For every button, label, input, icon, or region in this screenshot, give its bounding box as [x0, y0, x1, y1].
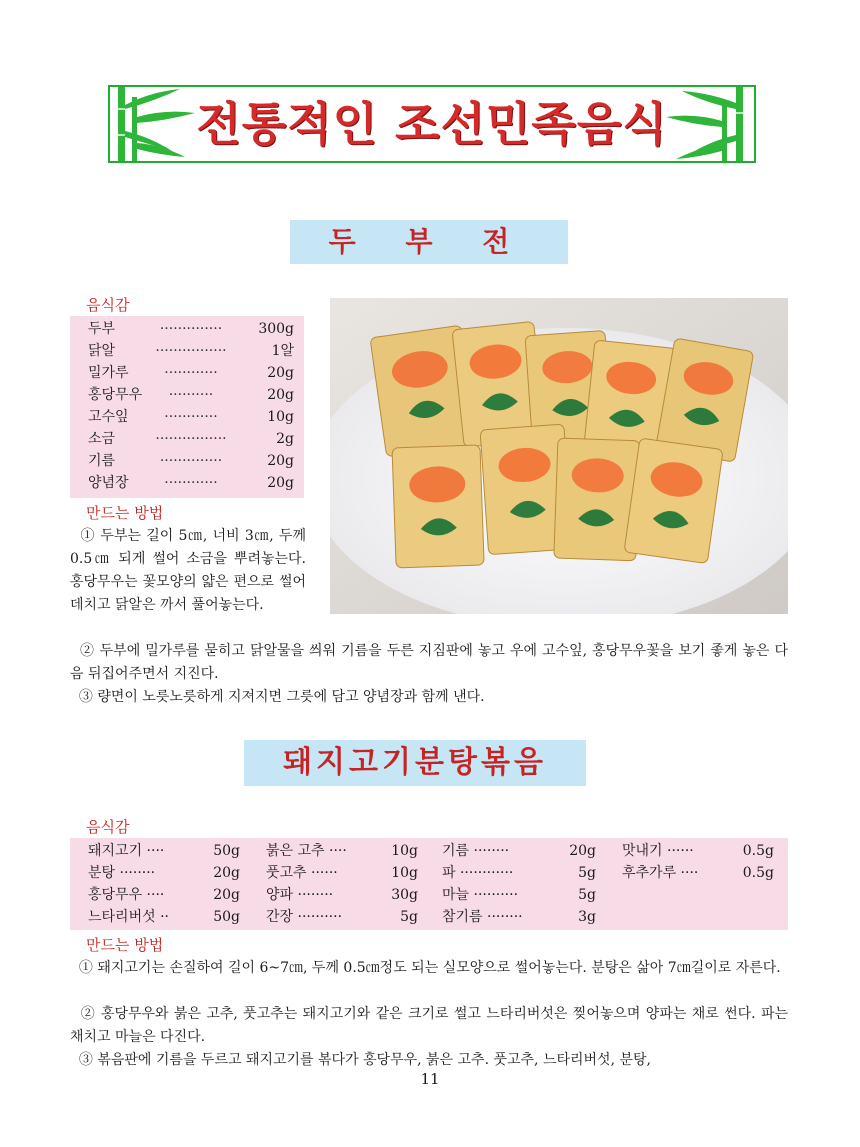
title-banner [108, 85, 756, 163]
ingredient-row: ·············· 두부 300g [88, 321, 294, 337]
dish2-ingredients-label: 음식감 [86, 818, 130, 836]
ingredient-cell: 붉은 고추 ···· 10g [266, 843, 418, 859]
dish2-step-2: ② 홍당무우와 붉은 고추, 풋고추는 돼지고기와 같은 크기로 썰고 느타리버섯은 찢어놓으며 양파는 채로 썬다. 파는 채치고 마늘은 다진다. [70, 1006, 788, 1045]
food-photo [330, 298, 788, 614]
ingredient-cell: 맛내기 ······ 0.5g [622, 843, 774, 859]
dish1-ingredients-label: 음식감 [86, 296, 130, 314]
ingredient-cell: 참기름 ········ 3g [442, 909, 596, 925]
dish2-title: 돼지고기분탕볶음 [244, 740, 586, 786]
dish2-ingredients-table [70, 838, 788, 930]
ingredient-row: ·········· 홍당무우 20g [88, 387, 294, 403]
dish1-step-1: ① 두부는 길이 5㎝, 너비 3㎝, 두께 0.5㎝ 되게 썰어 소금을 뿌려놓는다. 홍당무우는 꽃모양의 얇은 편으로 썰어 데치고 닭알은 까서 풀어놓는다. [70, 528, 306, 613]
ingredient-cell: 간장 ·········· 5g [266, 909, 418, 925]
ingredient-cell: 후추가루 ···· 0.5g [622, 865, 774, 881]
ingredient-row: ············ 밀가루 20g [88, 365, 294, 381]
ingredient-row: ·············· 기름 20g [88, 453, 294, 469]
dish1-step-2: ② 두부에 밀가루를 묻히고 닭알물을 씌워 기름을 두른 지짐판에 놓고 우에 고수잎, 홍당무우꽃을 보기 좋게 놓은 다음 뒤집어주면서 지진다. [70, 643, 788, 682]
dish1-step-3: ③ 량면이 노릇노릇하게 지져지면 그릇에 담고 양념장과 함께 낸다. [78, 689, 485, 705]
ingredient-row: ················ 소금 2g [88, 431, 294, 447]
ingredient-cell: 풋고추 ······ 10g [266, 865, 418, 881]
page-number: 11 [420, 1070, 440, 1088]
dish2-step-1: ① 돼지고기는 손질하여 길이 6~7㎝, 두께 0.5㎝정도 되는 실모양으로 썰어놓는다. 분탕은 삶아 7㎝길이로 자른다. [78, 960, 781, 976]
ingredient-cell: 기름 ········ 20g [442, 843, 596, 859]
dish1-ingredients-table [70, 316, 304, 498]
dish2-step-3: ③ 볶음판에 기름을 두르고 돼지고기를 볶다가 홍당무우, 붉은 고추. 풋고추, 느타리버섯, 분탕, [78, 1052, 651, 1068]
ingredient-cell: 돼지고기 ···· 50g [88, 843, 240, 859]
ingredient-cell: 느타리버섯 ·· 50g [88, 909, 240, 925]
ingredient-row: ············ 고수잎 10g [88, 409, 294, 425]
ingredient-cell: 마늘 ·········· 5g [442, 887, 596, 903]
ingredient-row: ············ 양념장 20g [88, 475, 294, 491]
dish2-method-label: 만드는 방법 [86, 936, 164, 954]
tofu-pancake-illustration [330, 298, 788, 614]
ingredient-cell: 파 ············ 5g [442, 865, 596, 881]
ingredient-cell: 양파 ········ 30g [266, 887, 418, 903]
ingredient-cell: 홍당무우 ···· 20g [88, 887, 240, 903]
ingredient-row: ················ 닭알 1알 [88, 343, 294, 359]
dish1-title: 두 부 전 [290, 220, 568, 264]
ingredient-cell: 분탕 ········ 20g [88, 865, 240, 881]
dish1-method-label: 만드는 방법 [86, 504, 164, 522]
page-title: 전통적인 조선민족음식 [196, 97, 668, 151]
